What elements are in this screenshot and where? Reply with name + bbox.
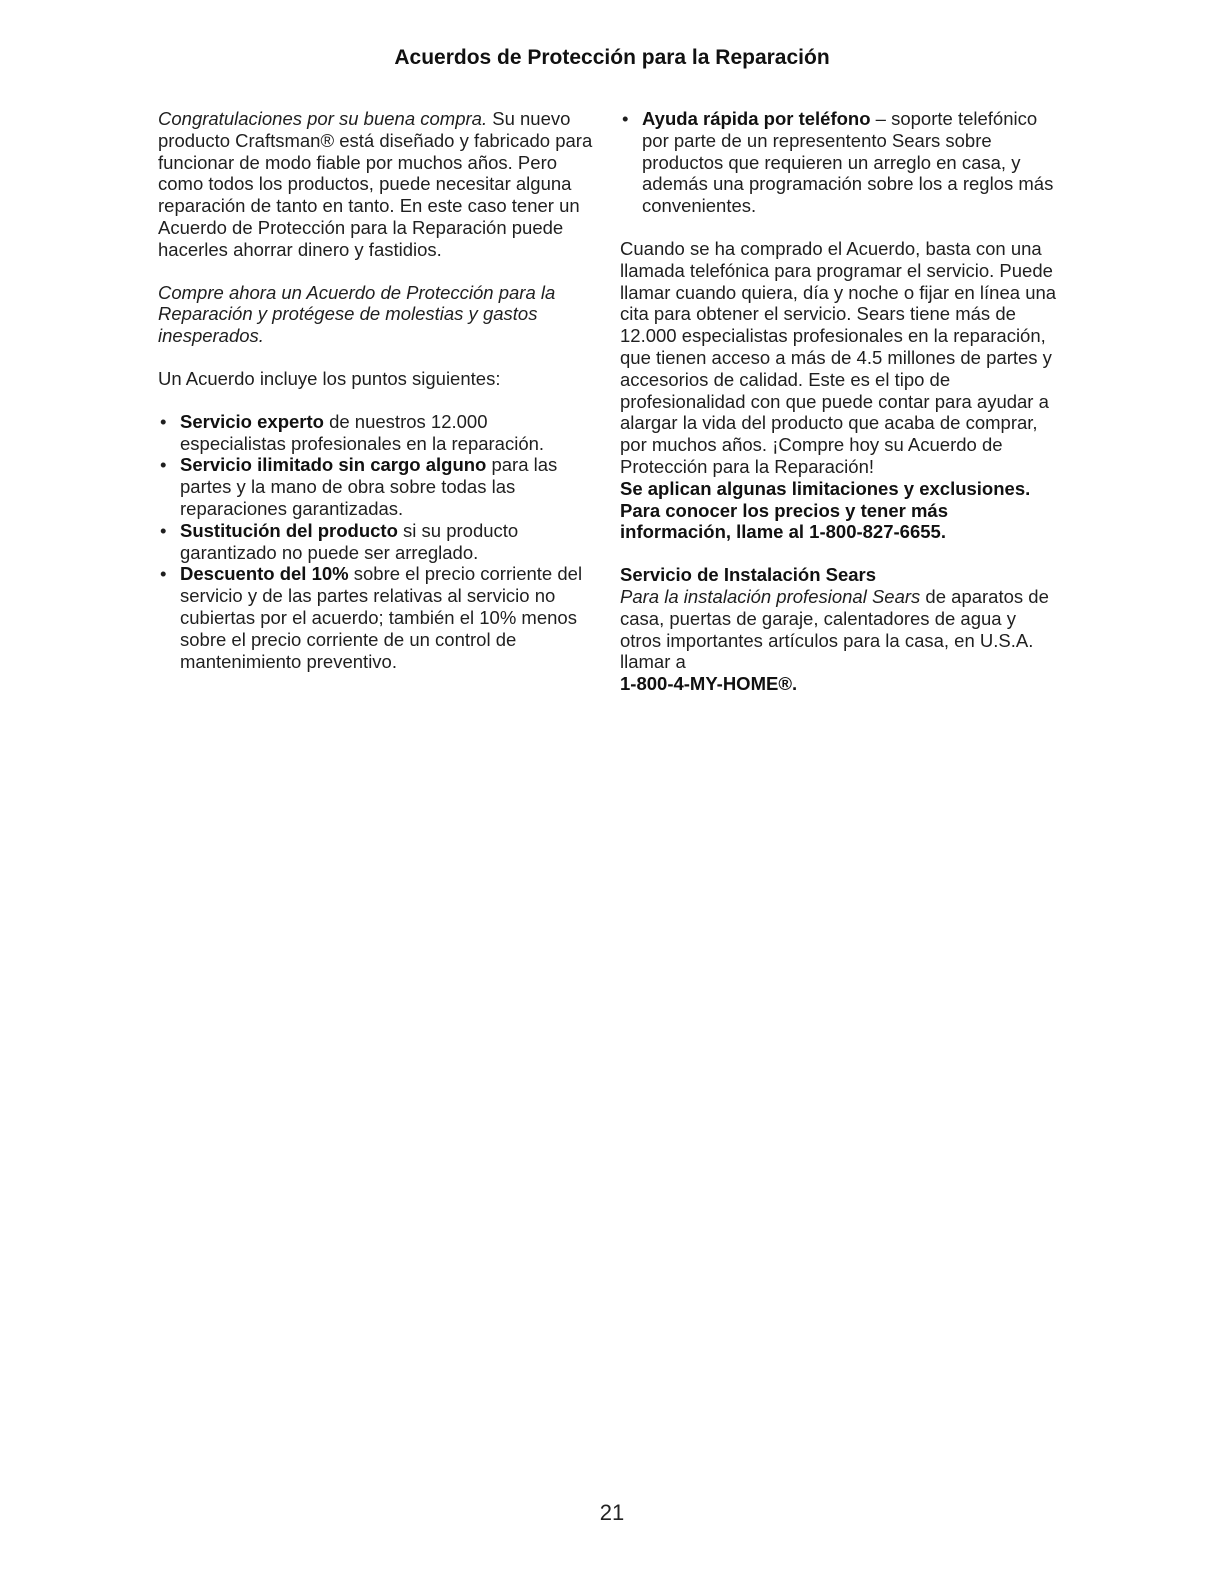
body-paragraph: Cuando se ha comprado el Acuerdo, basta con una llamada telefónica para programar el servicio. Puede llamar cuando quiera, día y noche o fijar en línea una cita para obtener el servicio. Sears tiene más de 12.000 especialistas profesionales en la reparación, que tienen acceso a más de 4.5 millones de partes y accesorios de calidad. Este es el tipo de profesionalidad con que puede contar para ayudar a alargar la vida del producto que acaba de comprar, por muchos años. ¡Compre hoy su Acuerdo de Protección para la Reparación! [620,237,1057,477]
phone-help-list [620,108,1060,217]
list-item-text: si su producto garantizado no puede ser arreglado. [180,519,519,563]
list-item [158,411,598,455]
list-item-bold: Servicio ilimitado sin cargo alguno [180,454,487,476]
intro-text: Su nuevo producto Craftsman® está diseñado y fabricado para funcionar de modo fiable por muchos años. Pero como todos los productos, puede necesitar alguna reparación de tanto en tanto. En este caso tener un Acuerdo de Protección para la Reparación puede hacerles ahorrar dinero y fastidios. [158,108,593,260]
left-column [158,108,598,693]
list-item-text: – soporte telefónico por parte de un representento Sears sobre productos que requieren un arreglo en casa, y además una programación sobre los a reglos más convenientes. [642,108,1054,217]
list-item-text: para las partes y la mano de obra sobre todas las reparaciones garantizadas. [180,454,558,519]
list-item-bold: Descuento del 10% [180,563,349,585]
list-item-bold: Sustitución del producto [180,519,398,541]
list-intro: Un Acuerdo incluye los puntos siguientes: [158,367,501,389]
list-item-bold: Servicio experto [180,410,324,432]
list-item [158,563,598,672]
right-column [620,108,1060,695]
list-item-text: de nuestros 12.000 especialistas profesionales en la reparación. [180,410,545,454]
list-item-text: sobre el precio corriente del servicio y de las partes relativas al servicio no cubiertas por el acuerdo; también el 10% menos sobre el precio corriente de un control de mantenimiento preventivo. [180,563,583,672]
install-paragraph [620,586,1060,695]
bullet-icon: • [160,519,167,541]
list-item [620,108,1060,217]
install-heading: Servicio de Instalación Sears [620,564,877,586]
bullet-icon: • [160,410,167,432]
page-title: Acuerdos de Protección para la Reparación [394,46,830,69]
page-number: 21 [599,1500,625,1525]
install-text: de aparatos de casa, puertas de garaje, calentadores de agua y otros importantes artículos para la casa, en U.S.A. llamar a [620,585,1049,673]
bullet-icon: • [160,454,167,476]
list-item [158,520,598,564]
intro-paragraph [158,108,598,261]
install-phone: 1-800-4-MY-HOME®. [620,673,798,695]
list-item [158,454,598,519]
limitations-notice: Se aplican algunas limitaciones y exclusiones. Para conocer los precios y tener más información, llame al 1-800-827-6655. [620,477,1031,543]
install-italic: Para la instalación profesional Sears [620,585,921,607]
bullet-icon: • [622,108,629,129]
intro-italic: Congratulaciones por su buena compra. [158,108,488,129]
benefits-list [158,411,598,673]
bullet-icon: • [160,563,167,585]
callout-paragraph: Compre ahora un Acuerdo de Protección para la Reparación y protégese de molestias y gastos inesperados. [158,281,556,347]
list-item-bold: Ayuda rápida por teléfono [642,108,871,129]
